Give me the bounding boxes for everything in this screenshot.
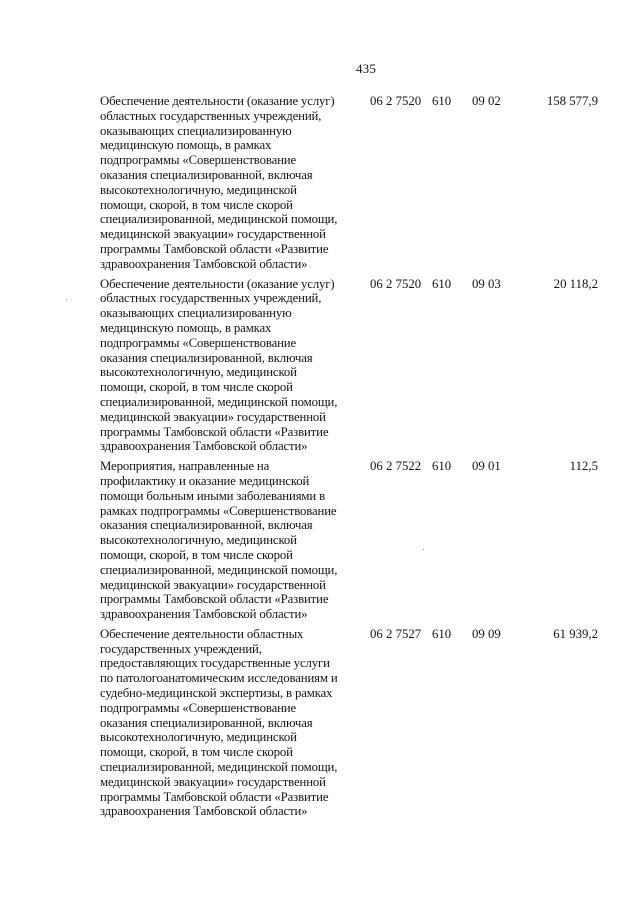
table-row [100, 277, 610, 455]
row-description: Обеспечение деятельности областных государственных учреждений, предоставляющих государственные услуги по патологоанатомическим исследованиям и судебно-медицинской экспертизы, в рамках подпрограммы «Совершенствование оказания специализированной, включая высокотехнологичную, медицинской помощи, скорой, в том числе скорой специализированной, медицинской помощи, медицинской эвакуации» государственной программы Тамбовской области «Развитие здравоохранения Тамбовской области» [100, 626, 338, 819]
table-row [100, 627, 610, 819]
row-amount: 112,5 [569, 459, 598, 474]
row-amount: 20 118,2 [553, 276, 598, 291]
row-expense-type: 610 [432, 459, 452, 474]
row-section: 09 09 [472, 626, 501, 641]
row-expense-type: 610 [432, 94, 452, 108]
row-expense-type: 610 [432, 276, 452, 291]
budget-table [100, 94, 610, 824]
row-target-code: 06 2 7527 [370, 626, 422, 641]
scan-speck [423, 549, 424, 550]
row-description: Обеспечение деятельности (оказание услуг) областных государственных учреждений, оказывающих специализированную медицинскую помощь, в рамках подпрограммы «Совершенствование оказания специализированной, включая высокотехнологичную, медицинской помощи, скорой, в том числе скорой специализированной, медицинской помощи, медицинской эвакуации» государственной программы Тамбовской области «Развитие здравоохранения Тамбовской области» [100, 276, 338, 454]
table-row [100, 94, 610, 272]
row-amount: 61 939,2 [553, 626, 598, 641]
row-description: Обеспечение деятельности (оказание услуг) областных государственных учреждений, оказывающих специализированную медицинскую помощь, в рамках подпрограммы «Совершенствование оказания специализированной, включая высокотехнологичную, медицинской помощи, скорой, в том числе скорой специализированной, медицинской помощи, медицинской эвакуации» государственной программы Тамбовской области «Развитие здравоохранения Тамбовской области» [100, 94, 338, 271]
row-description: Мероприятия, направленные на профилактику и оказание медицинской помощи больным иными заболеваниями в рамках подпрограммы «Совершенствование оказания специализированной, включая высокотехнологичную, медицинской помощи, скорой, в том числе скорой специализированной, медицинской помощи, медицинской эвакуации» государственной программы Тамбовской области «Развитие здравоохранения Тамбовской области» [100, 459, 338, 622]
row-expense-type: 610 [432, 626, 452, 641]
table-row [100, 459, 610, 622]
row-amount: 158 577,9 [546, 94, 598, 108]
row-target-code: 06 2 7520 [370, 276, 422, 291]
row-section: 09 03 [472, 276, 501, 291]
row-section: 09 01 [472, 459, 501, 474]
page-number: 435 [355, 61, 377, 76]
row-target-code: 06 2 7520 [370, 94, 422, 108]
row-section: 09 02 [472, 94, 501, 108]
row-target-code: 06 2 7522 [370, 459, 422, 474]
scan-speck [66, 299, 67, 300]
